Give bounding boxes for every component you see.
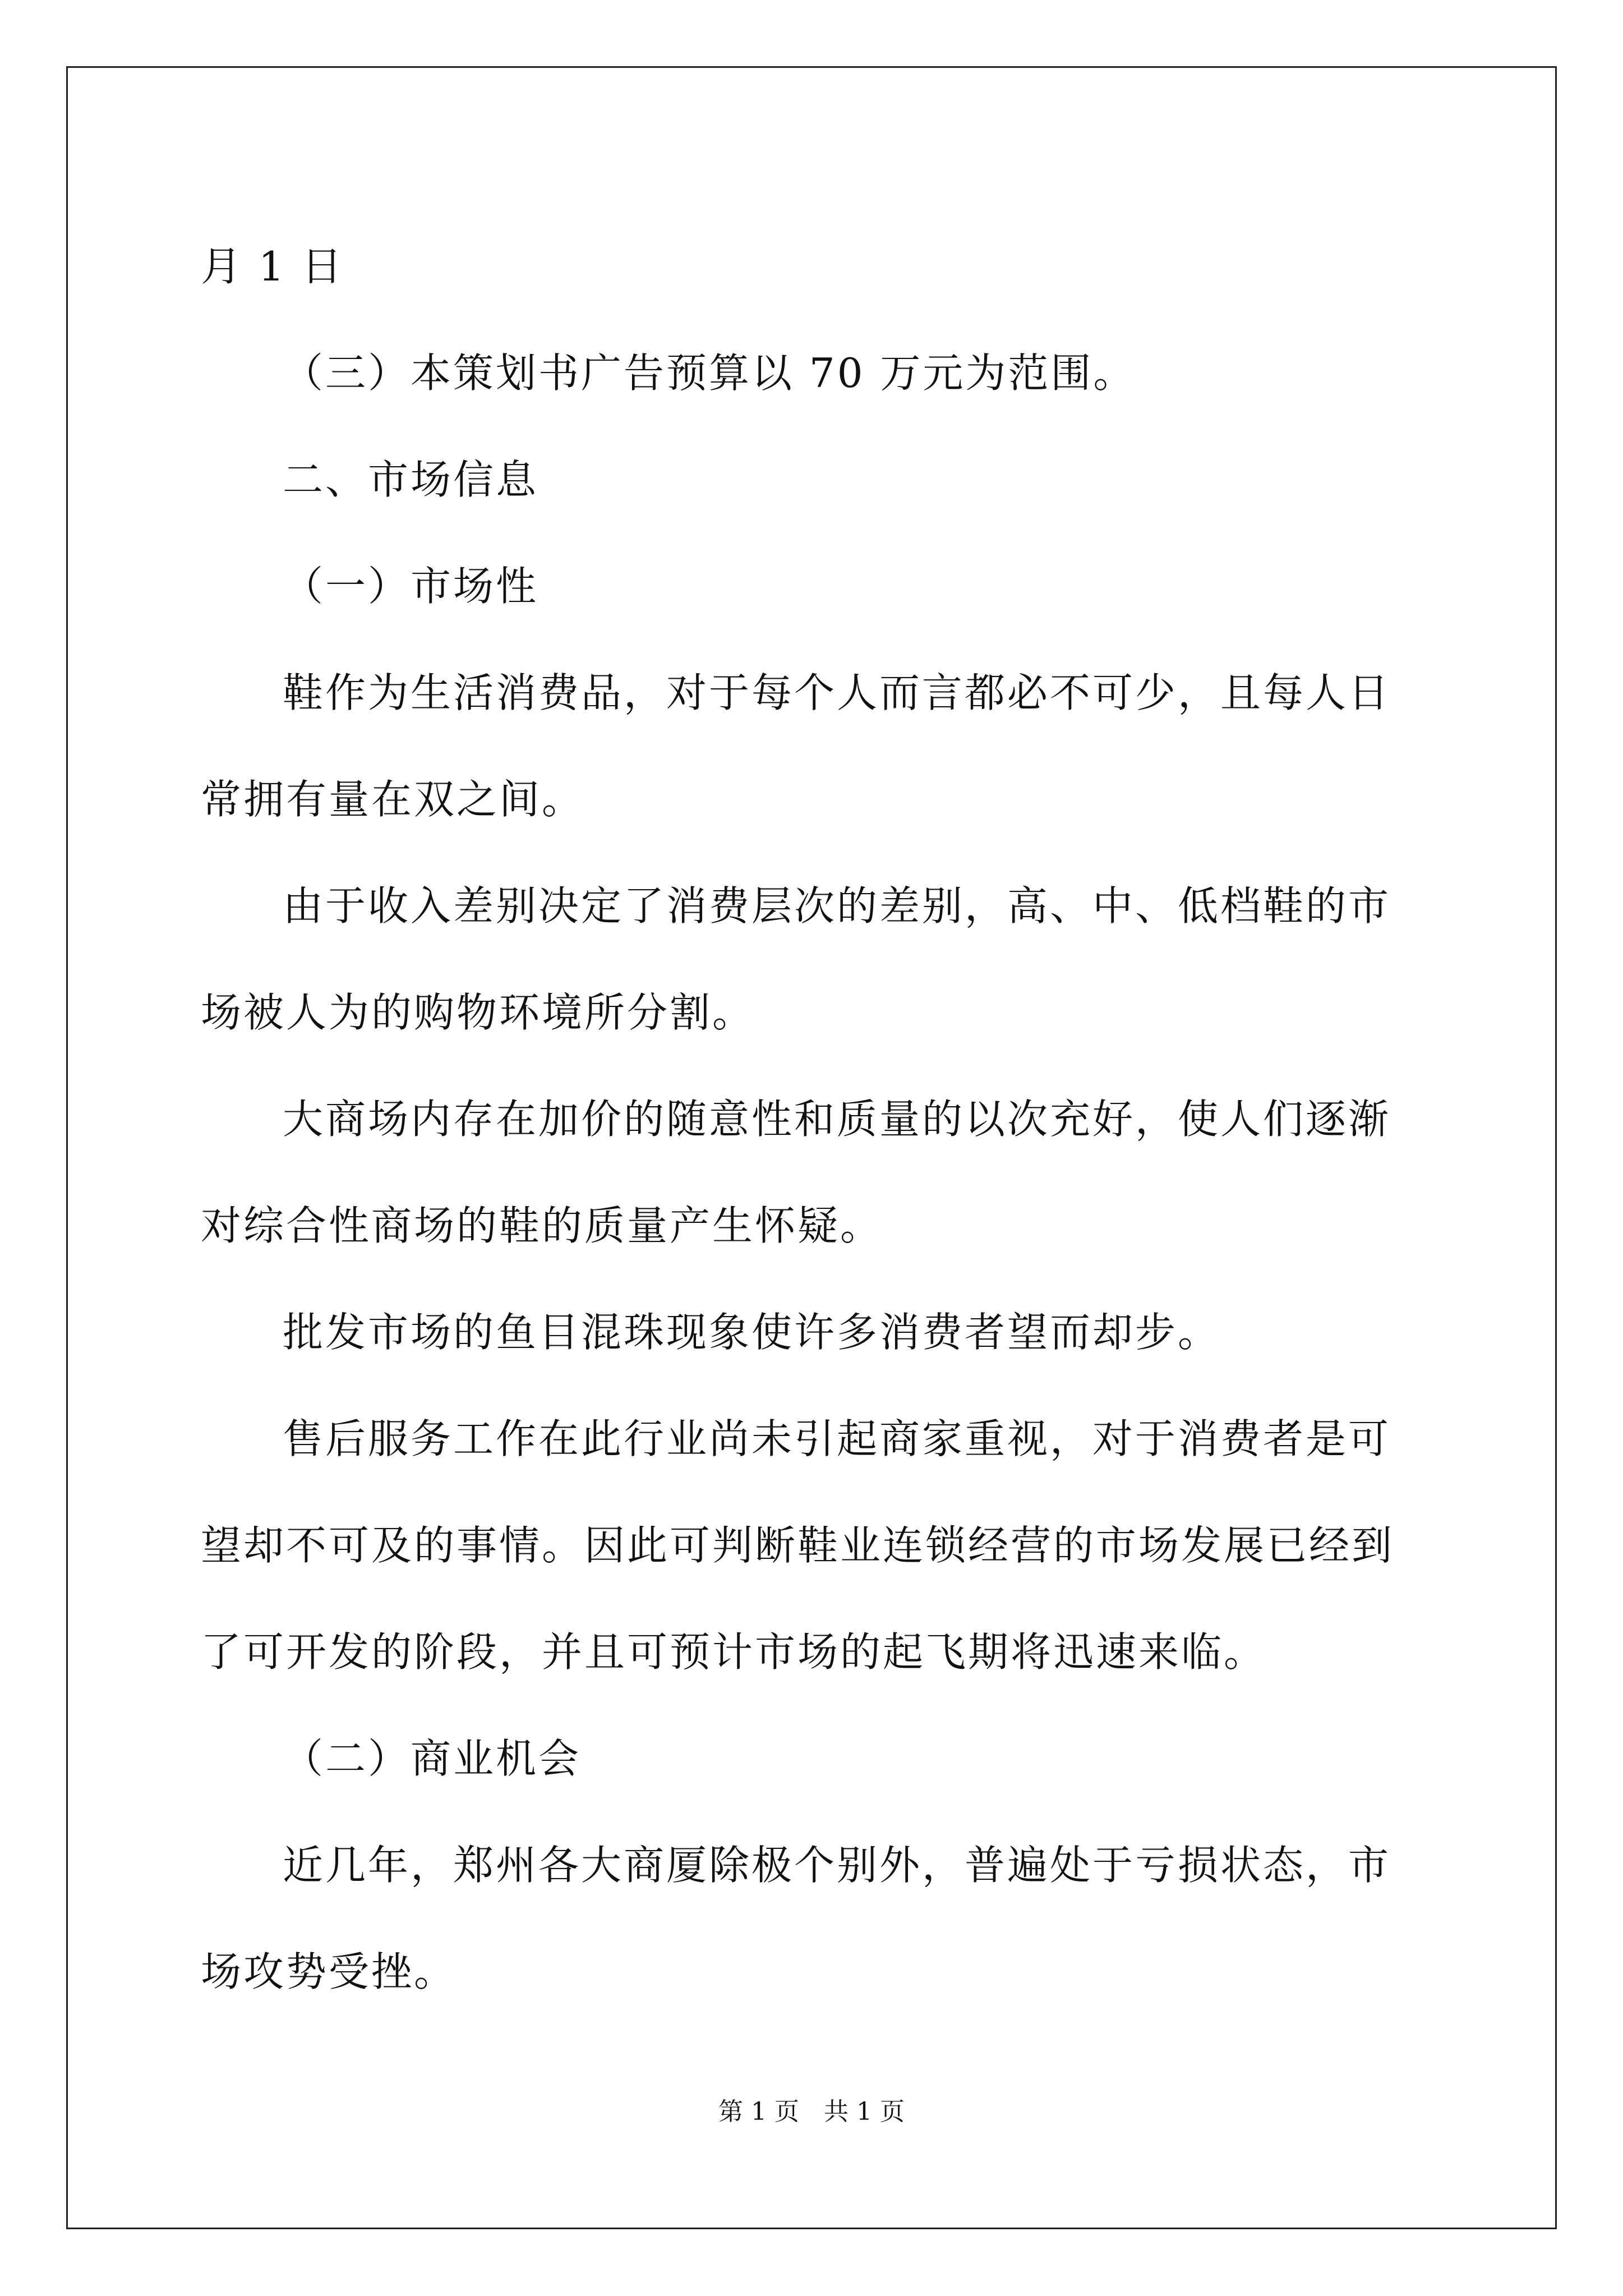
document-body <box>201 213 1429 2025</box>
heading-market-info: 二、市场信息 <box>283 456 539 503</box>
subheading-business-opportunity: （二）商业机会 <box>283 1735 582 1782</box>
page-footer: 第 1 页 共 1 页 <box>718 2097 905 2126</box>
subheading-marketability: （一）市场性 <box>283 563 539 610</box>
paragraph-income-differences: 由于收入差别决定了消费层次的差别，高、中、低档鞋的市场被人为的购物环境所分割。 <box>201 882 1391 1036</box>
paragraph-shoes-consumer-goods: 鞋作为生活消费品，对于每个人而言都必不可少，且每人日常拥有量在双之间。 <box>201 669 1391 823</box>
paragraph-department-stores: 大商场内存在加价的随意性和质量的以次充好，使人们逐渐对综合性商场的鞋的质量产生怀疑。 <box>201 1096 1391 1249</box>
paragraph-after-sales: 售后服务工作在此行业尚未引起商家重视，对于消费者是可望却不可及的事情。因此可判断鞋业连锁经营的市场发展已经到了可开发的阶段，并且可预计市场的起飞期将迅速来临。 <box>201 1415 1395 1676</box>
paragraph-zhengzhou-malls: 近几年，郑州各大商厦除极个别外，普遍处于亏损状态，市场攻势受挫。 <box>201 1842 1391 1995</box>
paragraph-date-fragment: 月 1 日 <box>201 243 344 290</box>
paragraph-budget: （三）本策划书广告预算以 70 万元为范围。 <box>283 349 1136 397</box>
paragraph-wholesale-market: 批发市场的鱼目混珠现象使许多消费者望而却步。 <box>283 1309 1221 1356</box>
